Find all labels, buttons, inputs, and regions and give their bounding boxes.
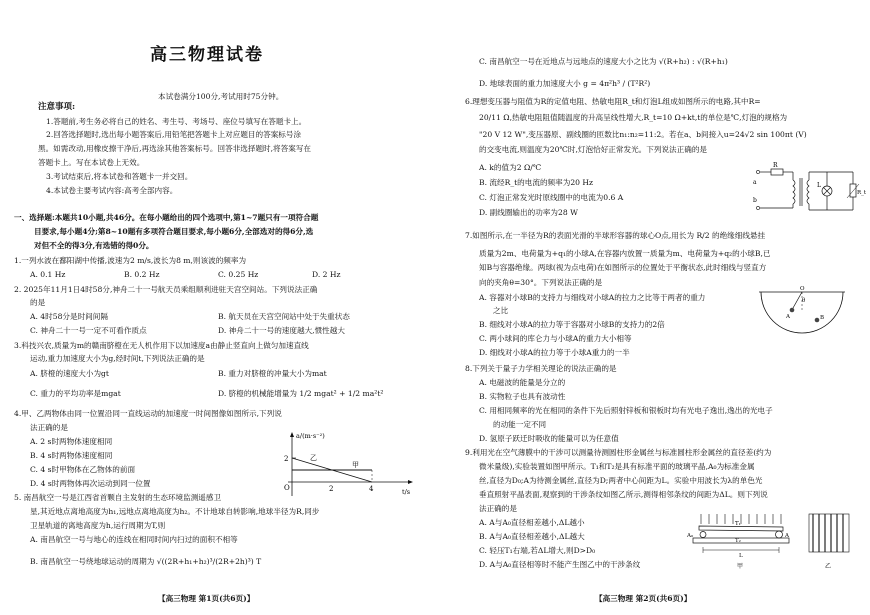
q2-option-c: C. 神舟二十一号一定不可看作质点: [30, 326, 147, 335]
q8-option-b: B. 实物粒子也具有波动性: [479, 392, 566, 401]
notice-line: 4.本试卷主要考试内容:高考全部内容。: [46, 186, 178, 195]
q1-option-a: A. 0.1 Hz: [30, 270, 66, 279]
distance-l-label: L: [739, 553, 743, 559]
q3-option-d: D. 脐橙的机械能增量为 1/2 mgat² + 1/2 ma²t²: [218, 389, 384, 398]
figure-yi-caption: 乙: [825, 563, 832, 570]
question-1-stem: 1.一列水波在鄱阳湖中传播,波速为2 m/s,波长为8 m,则该波的频率为: [14, 256, 247, 265]
graph-y-label: a/(m·s⁻²): [296, 432, 325, 440]
graph-x-label: t/s: [402, 488, 411, 496]
question-6-stem: 6.理想变压器与阻值为R的定值电阻、热敏电阻R_t和灯泡L组成如图所示的电路,其中R=: [465, 97, 761, 106]
q1-option-c: C. 0.25 Hz: [218, 270, 259, 279]
line-label-jia: 甲: [352, 461, 359, 469]
question-5-stem: 星,其近地点离地高度为h₁,远地点离地高度为h₂。不计地球自转影响,地球半径为R,同步: [30, 507, 320, 516]
q9-option-d: D. A与A₀直径相等时不能产生图乙中的干涉条纹: [479, 560, 641, 569]
q3-option-b: B. 重力对脐橙的冲量大小为mat: [218, 369, 327, 378]
q4-option-c: C. 4 s时甲物体在乙物体的前面: [30, 465, 136, 474]
q6-option-d: D. 副线圈输出的功率为28 W: [479, 208, 578, 217]
q2-option-d: D. 神舟二十一号的速度越大,惯性越大: [218, 326, 345, 335]
q1-option-d: D. 2 Hz: [312, 270, 341, 279]
plate-t1-label: T₁: [735, 521, 741, 527]
question-3-stem: 3.科技兴农,质量为m的赣南脐橙在无人机作用下以加速度a由静止竖直向上做匀加速直线: [14, 341, 309, 350]
q9-option-b: B. A与A₀直径相差越小,ΔL越大: [479, 532, 585, 541]
question-9-stem: 9.利用光在空气薄膜中的干涉可以测量待测圆柱形金属丝与标准圆柱形金属丝的直径差(约为: [465, 448, 772, 457]
plate-t2-label: T₂: [735, 538, 741, 544]
question-6-stem: 20/11 Ω,热敏电阻阻值随温度的升高呈线性增大,R_t=10 Ω+kt,t的单位是℃,灯泡的规格为: [479, 113, 788, 122]
acceleration-time-graph: [270, 430, 420, 502]
question-9-stem: 法正确的是: [479, 504, 517, 513]
q3-option-c: C. 重力的平均功率是mgat: [30, 389, 121, 398]
graph-y-tick: 2: [284, 455, 289, 463]
notice-line: 答题卡上。写在本试卷上无效。: [38, 158, 145, 167]
point-o-label: O: [800, 286, 805, 292]
q5-option-b: B. 南昌航空一号绕地球运动的周期为 √((2R+h₁+h₂)³/(2R+2h)³) T: [30, 557, 262, 566]
thermistor-label: R_t: [857, 190, 867, 196]
notice-line: 2.回答选择题时,选出每小题答案后,用铅笔把答题卡上对应题目的答案标号涂: [46, 130, 302, 139]
q2-option-a: A. 4时58分是时间间隔: [30, 312, 108, 321]
q7-option-b: B. 细线对小球A的拉力等于容器对小球B的支持力的2倍: [479, 320, 665, 329]
q7-option-c: C. 两小球间的库仑力与小球A的重力大小相等: [479, 334, 632, 343]
page-title: 高三物理试卷: [150, 45, 264, 65]
graph-origin: O: [284, 484, 290, 492]
q6-option-a: A. k的值为2 Ω/℃: [479, 163, 542, 172]
q3-option-a: A. 脐橙的速度大小为gt: [30, 369, 109, 378]
q2-option-b: B. 航天员在天宫空间站中处于失重状态: [218, 312, 350, 321]
terminal-a: a: [753, 179, 757, 186]
graph-x-tick: 4: [369, 485, 374, 493]
q6-option-b: B. 流经R_t的电流的频率为20 Hz: [479, 178, 594, 187]
q6-option-c: C. 灯泡正常发光时原线圈中的电流为0.6 A: [479, 193, 624, 202]
resistor-r-label: R: [773, 162, 778, 169]
q7-option-d: D. 细线对小球A的拉力等于小球A重力的一半: [479, 348, 630, 357]
question-9-stem: 垂直照射平晶表面,观察到的干涉条纹如图乙所示,测得相邻条纹的间距为ΔL。则下列说: [479, 490, 768, 499]
q9-option-c: C. 轻压T₁右端,若ΔL增大,则D>D₀: [479, 546, 596, 555]
notice-line: 3.考试结束后,将本试卷和答题卡一并交回。: [46, 172, 193, 181]
right-page: [435, 0, 870, 615]
line-label-yi: 乙: [310, 454, 317, 462]
q5-option-d: D. 地球表面的重力加速度大小 g = 4π²h³ / (T²R²): [479, 79, 651, 88]
question-6-stem: "20 V 12 W",变压器原、副线圈的匝数比n₁:n₂=11:2。若在a、b间接入u=24√2 sin 100πt (V): [479, 130, 807, 139]
question-7-stem: 向的夹角θ=30°。下列说法正确的是: [479, 278, 603, 287]
page-footer: 【高三物理 第2页(共6页)】: [595, 594, 692, 603]
figure-jia-caption: 甲: [737, 563, 744, 570]
q9-option-a: A. A与A₀直径相差越小,ΔL越小: [479, 518, 585, 527]
q5-option-a: A. 南昌航空一号与地心的连线在相同时间内扫过的面积不相等: [30, 535, 238, 544]
section-instructions: 目要求,每小题4分;第8~10题有多项符合题目要求,每小题6分,全部选对的得6分,选: [34, 227, 314, 236]
q8-option-c: 的动能一定不同: [493, 420, 547, 429]
question-7-stem: 7.如图所示,在一半径为R的表面光滑的半球形容器的球心O点,用长为 R/2 的绝缘细线悬挂: [465, 231, 766, 240]
section-instructions: 对但不全的得3分,有选错的得0分。: [34, 241, 154, 250]
graph-x-tick: 2: [329, 485, 334, 493]
q4-option-b: B. 4 s时两物体速度相同: [30, 451, 113, 460]
notice-line: 1.答题前,考生务必将自己的姓名、考生号、考场号、座位号填写在答题卡上。: [46, 117, 307, 126]
interference-setup-diagram: [679, 512, 864, 572]
q8-option-d: D. 氢原子跃迁时吸收的能量可以为任意值: [479, 434, 619, 443]
question-9-stem: 微米量级),实验装置如图甲所示。T₁和T₂是具有标准平面的玻璃平晶,A₀为标准金属: [479, 462, 755, 471]
lamp-label: L: [817, 182, 821, 189]
q8-option-c: C. 用相同频率的光在相同的条件下先后照射锌板和银板时均有光电子逸出,逸出的光电子: [479, 406, 773, 415]
transformer-circuit-diagram: [753, 162, 865, 220]
notice-heading: 注意事项:: [38, 102, 76, 112]
exam-info: 本试卷满分100分,考试用时75分钟。: [158, 92, 284, 101]
wire-a-label: A: [785, 533, 789, 539]
question-2-stem: 的是: [30, 298, 46, 307]
notice-line: 黑。如需改动,用橡皮擦干净后,再选涂其他答案标号。回答非选择题时,将答案写在: [38, 144, 312, 153]
q5-option-c: C. 南昌航空一号在近地点与远地点的速度大小之比为 √(R+h₂) : √(R+h₁): [479, 57, 728, 66]
page-footer: 【高三物理 第1页(共6页)】: [158, 594, 255, 603]
q1-option-b: B. 0.2 Hz: [124, 270, 160, 279]
question-7-stem: 质量为2m、电荷量为+q₁的小球A,在容器内放置一质量为m、电荷量为+q₂的小球B,已: [479, 249, 771, 258]
question-2-stem: 2. 2025年11月1日4时58分,神舟二十一号航天员乘组顺利进驻天宫空间站。下列说法正确: [14, 285, 318, 294]
theta-label: θ: [802, 298, 806, 304]
q7-option-a: A. 容器对小球B的支持力与细线对小球A的拉力之比等于两者的重力: [479, 293, 706, 302]
ball-b-label: B: [820, 315, 825, 321]
hemisphere-container-diagram: [757, 286, 847, 338]
question-6-stem: 的交变电流,则温度为20℃时,灯泡恰好正常发光。下列说法正确的是: [479, 145, 708, 154]
question-3-stem: 运动,重力加速度大小为g,经时间t,下列说法正确的是: [30, 354, 205, 363]
question-4-stem: 法正确的是: [30, 423, 68, 432]
question-5-stem: 5. 南昌航空一号是江西省首颗自主发射的生态环境监测遥感卫: [14, 493, 222, 502]
terminal-b: b: [753, 197, 757, 204]
ball-a-label: A: [786, 314, 790, 320]
q4-option-d: D. 4 s时两物体再次运动到同一位置: [30, 479, 151, 488]
question-5-stem: 卫星轨道的离地高度为h,运行周期为T,则: [30, 521, 166, 530]
q7-option-a: 之比: [493, 306, 509, 315]
section-instructions: 一、选择题:本题共10小题,共46分。在每小题给出的四个选项中,第1~7题只有一项符合题: [14, 213, 319, 222]
question-9-stem: 丝,直径为D₀;A为待测金属丝,直径为D;两者中心间距为L。实验中用波长为λ的单色光: [479, 476, 763, 485]
q4-option-a: A. 2 s时两物体速度相同: [30, 437, 113, 446]
question-8-stem: 8.下列关于量子力学相关理论的说法正确的是: [465, 364, 617, 373]
q8-option-a: A. 电磁波的能量是分立的: [479, 378, 566, 387]
question-7-stem: 知B与容器绝缘。两球(视为点电荷)在如图所示的位置处于平衡状态,此时细线与竖直方: [479, 263, 767, 272]
question-4-stem: 4.甲、乙两物体由同一位置沿同一直线运动的加速度一时间图像如图所示,下列说: [14, 409, 282, 418]
wire-a0-label: A₀: [687, 533, 694, 539]
